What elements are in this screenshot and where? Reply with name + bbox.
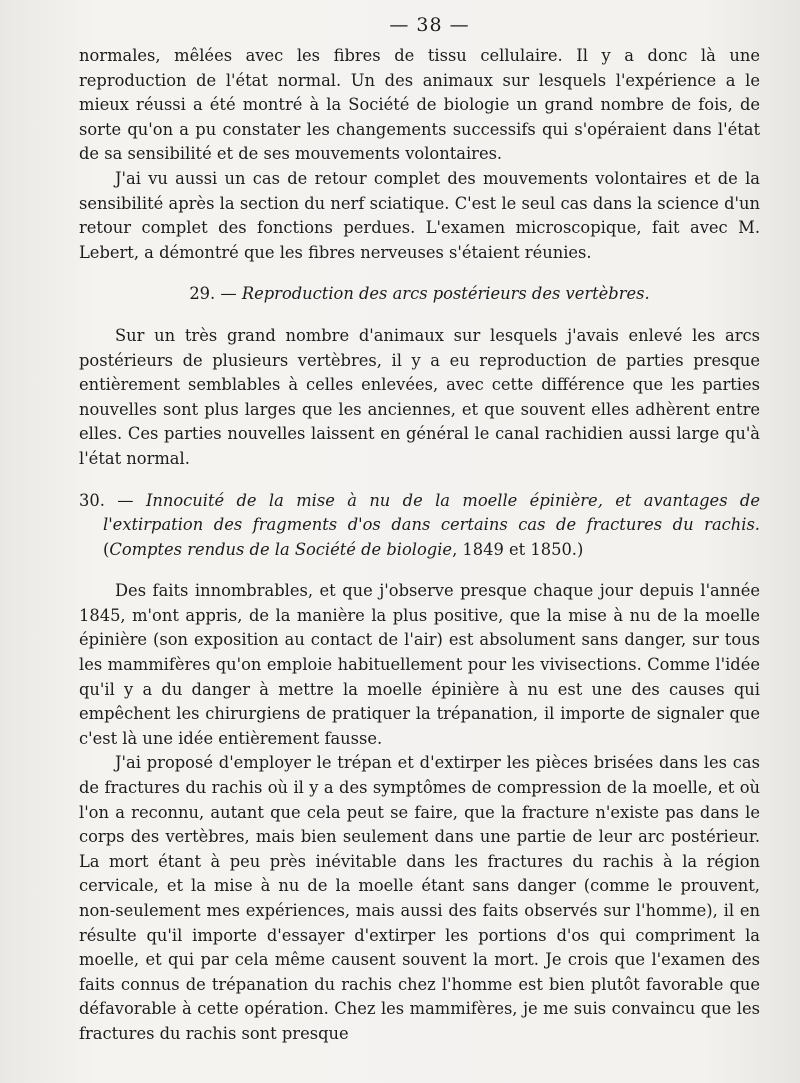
- page-number: — 38 —: [389, 14, 470, 36]
- section-title-30: Innocuité de la mise à nu de la moelle épinière, et avantages de l'extirpation des fragments d'os dans certains cas de fractures du rachis.: [103, 490, 760, 535]
- paragraph-section-30-b: J'ai proposé d'employer le trépan et d'extirper les pièces brisées dans les cas de fractures du rachis où il y a des symptômes de compression de la moelle, et où l'on a reconnu, autant que cela peut se faire, que la fracture n'existe pas dans le corps des vertèbres, mais bien seulement dans une partie de leur arc postérieur. La mort étant à peu près inévitable dans les fractures du rachis à la région cervicale, et la mise à nu de la moelle étant sans danger (comme le prouvent, non-seulement mes expériences, mais aussi des faits observés sur l'homme), il en résulte qu'il importe d'essayer d'extirper les portions d'os qui compriment la moelle, et qui par cela même causent souvent la mort. Je crois que l'examen des faits connus de trépanation du rachis chez l'homme est bien plutôt favorable que défavorable à cette opération. Chez les mammifères, je me suis convaincu que les fractures du rachis sont presque: [79, 753, 760, 1043]
- paragraph-sciatic: J'ai vu aussi un cas de retour complet des mouvements volontaires et de la sensibilité après la section du nerf sciatique. C'est le seul cas dans la science d'un retour complet des fonctions perdues. L'examen microscopique, fait avec M. Lebert, a démontré que les fibres nerveuses s'étaient réunies.: [79, 168, 760, 262]
- section-heading-29: [79, 282, 760, 307]
- section-ref-title: Comptes rendus de la Société de biologie: [109, 539, 453, 559]
- paragraph-section-29: Sur un très grand nombre d'animaux sur lesquels j'avais enlevé les arcs postérieurs de plusieurs vertèbres, il y a eu reproduction de parties presque entièrement semblables à celles enlevées, avec cette différence que les parties nouvelles sont plus larges que les anciennes, et que souvent elles adhèrent entre elles. Ces parties nouvelles laissent en général le canal rachidien aussi large qu'à l'état normal.: [79, 325, 760, 468]
- paragraph-continuation: normales, mêlées avec les fibres de tissu cellulaire. Il y a donc là une reproduction de l'état normal. Un des animaux sur lesquels l'expérience a le mieux réussi a été montré à la Société de biologie un grand nombre de fois, de sorte qu'on a pu constater les changements successifs qui s'opéraient dans l'état de sa sensibilité et de ses mouvements volontaires.: [79, 46, 760, 164]
- section-ref-rest: , 1849 et 1850.): [452, 539, 584, 559]
- section-number-29: 29. —: [189, 284, 237, 304]
- section-ref-open: (: [103, 539, 110, 559]
- section-number-30: 30. —: [79, 490, 134, 510]
- section-title-29: Reproduction des arcs postérieurs des vertèbres.: [241, 284, 650, 304]
- section-heading-30: [79, 489, 760, 563]
- paragraph-section-30-a: Des faits innombrables, et que j'observe presque chaque jour depuis l'année 1845, m'ont appris, de la manière la plus positive, que la mise à nu de la moelle épinière (son exposition au contact de l'air) est absolument sans danger, sur tous les mammifères qu'on emploie habituellement pour les vivisections. Comme l'idée qu'il y a du danger à mettre la moelle épinière à nu est une des causes qui empêchent les chirurgiens de pratiquer la trépanation, il importe de signaler que c'est là une idée entièrement fausse.: [79, 581, 760, 748]
